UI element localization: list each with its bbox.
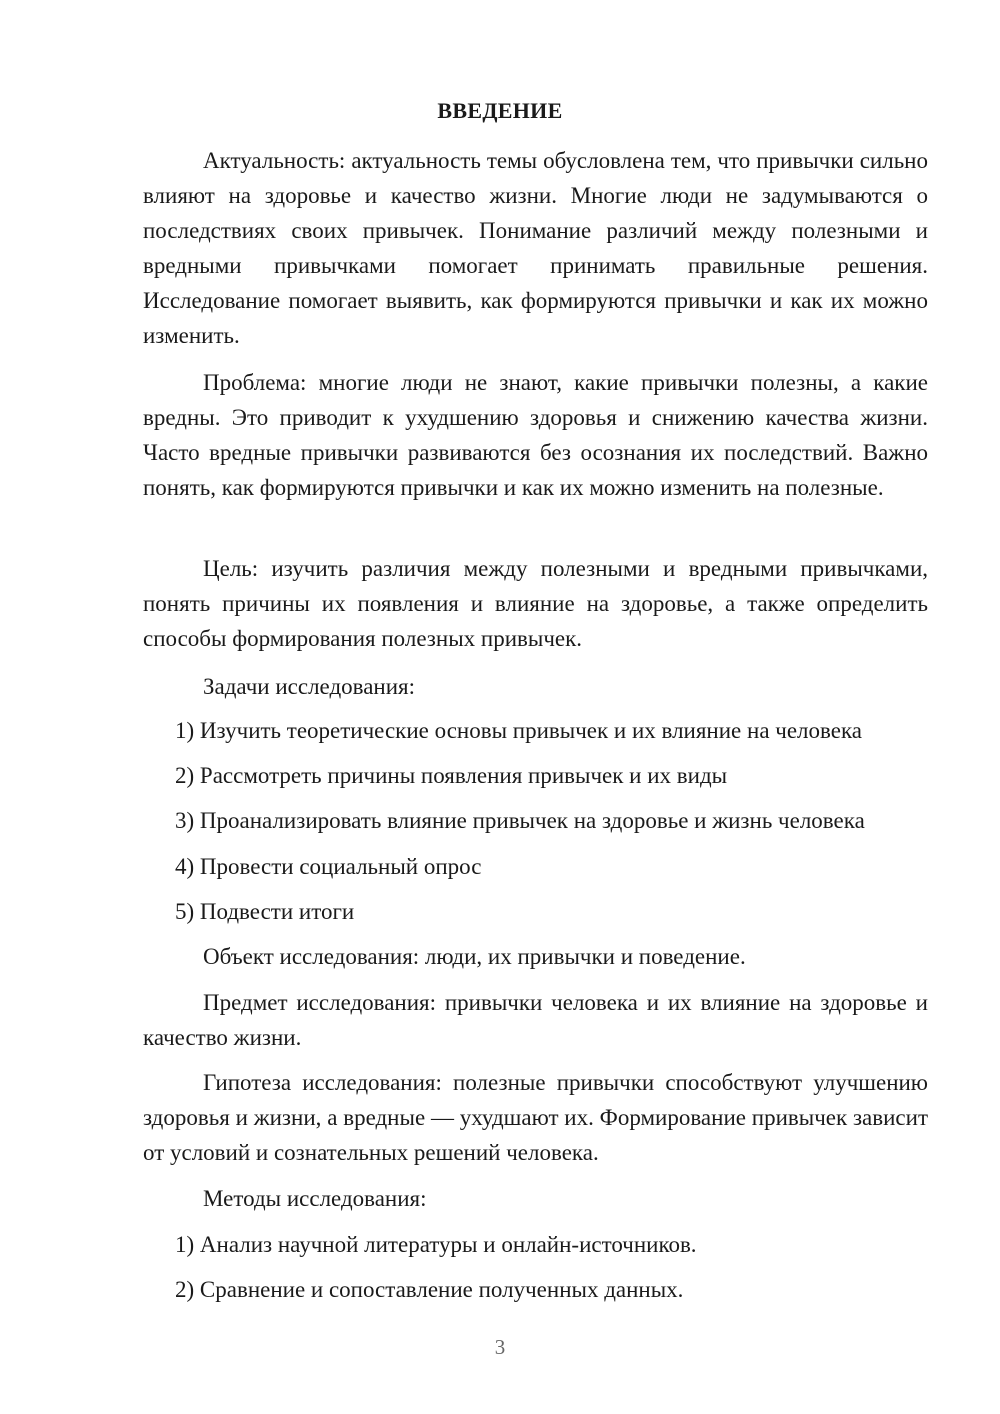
task-item: 4) Провести социальный опрос [175,854,482,879]
page-number: 3 [494,1335,506,1359]
subject-paragraph: Предмет исследования: привычки человека и их влияние на здоровье и качество жизни. [143,990,928,1050]
goal-paragraph: Цель: изучить различия между полезными и вредными привычками, понять причины их появления и влияние на здоровье, а также определить способы формирования полезных привычек. [143,556,928,651]
task-item: 5) Подвести итоги [175,899,355,924]
method-item: 1) Анализ научной литературы и онлайн-источников. [175,1232,697,1257]
task-item: 1) Изучить теоретические основы привычек и их влияние на человека [175,718,863,743]
problem-paragraph: Проблема: многие люди не знают, какие привычки полезны, а какие вредны. Это приводит к ухудшению здоровья и снижению качества жизни. Часто вредные привычки развиваются без осознания их последствий. Важно понять, как формируются привычки и как их можно изменить на полезные. [143,370,928,500]
hypothesis-paragraph: Гипотеза исследования: полезные привычки способствуют улучшению здоровья и жизни, а вредные — ухудшают их. Формирование привычек зависит от условий и сознательных решений человека. [143,1070,928,1165]
method-item: 2) Сравнение и сопоставление полученных данных. [175,1277,684,1302]
object-paragraph: Объект исследования: люди, их привычки и поведение. [203,944,746,969]
methods-heading: Методы исследования: [203,1186,427,1211]
relevance-paragraph: Актуальность: актуальность темы обусловлена тем, что привычки сильно влияют на здоровье и качество жизни. Многие люди не задумываются о последствиях своих привычек. Понимание различий между полезными и вредными привычками помогает принимать правильные решения. Исследование помогает выявить, как формируются привычки и как их можно изменить. [143,148,928,348]
task-item: 2) Рассмотреть причины появления привычек и их виды [175,763,728,788]
page-title: ВВЕДЕНИЕ [437,98,563,123]
task-item: 3) Проанализировать влияние привычек на здоровье и жизнь человека [175,808,865,833]
tasks-heading: Задачи исследования: [203,674,416,699]
